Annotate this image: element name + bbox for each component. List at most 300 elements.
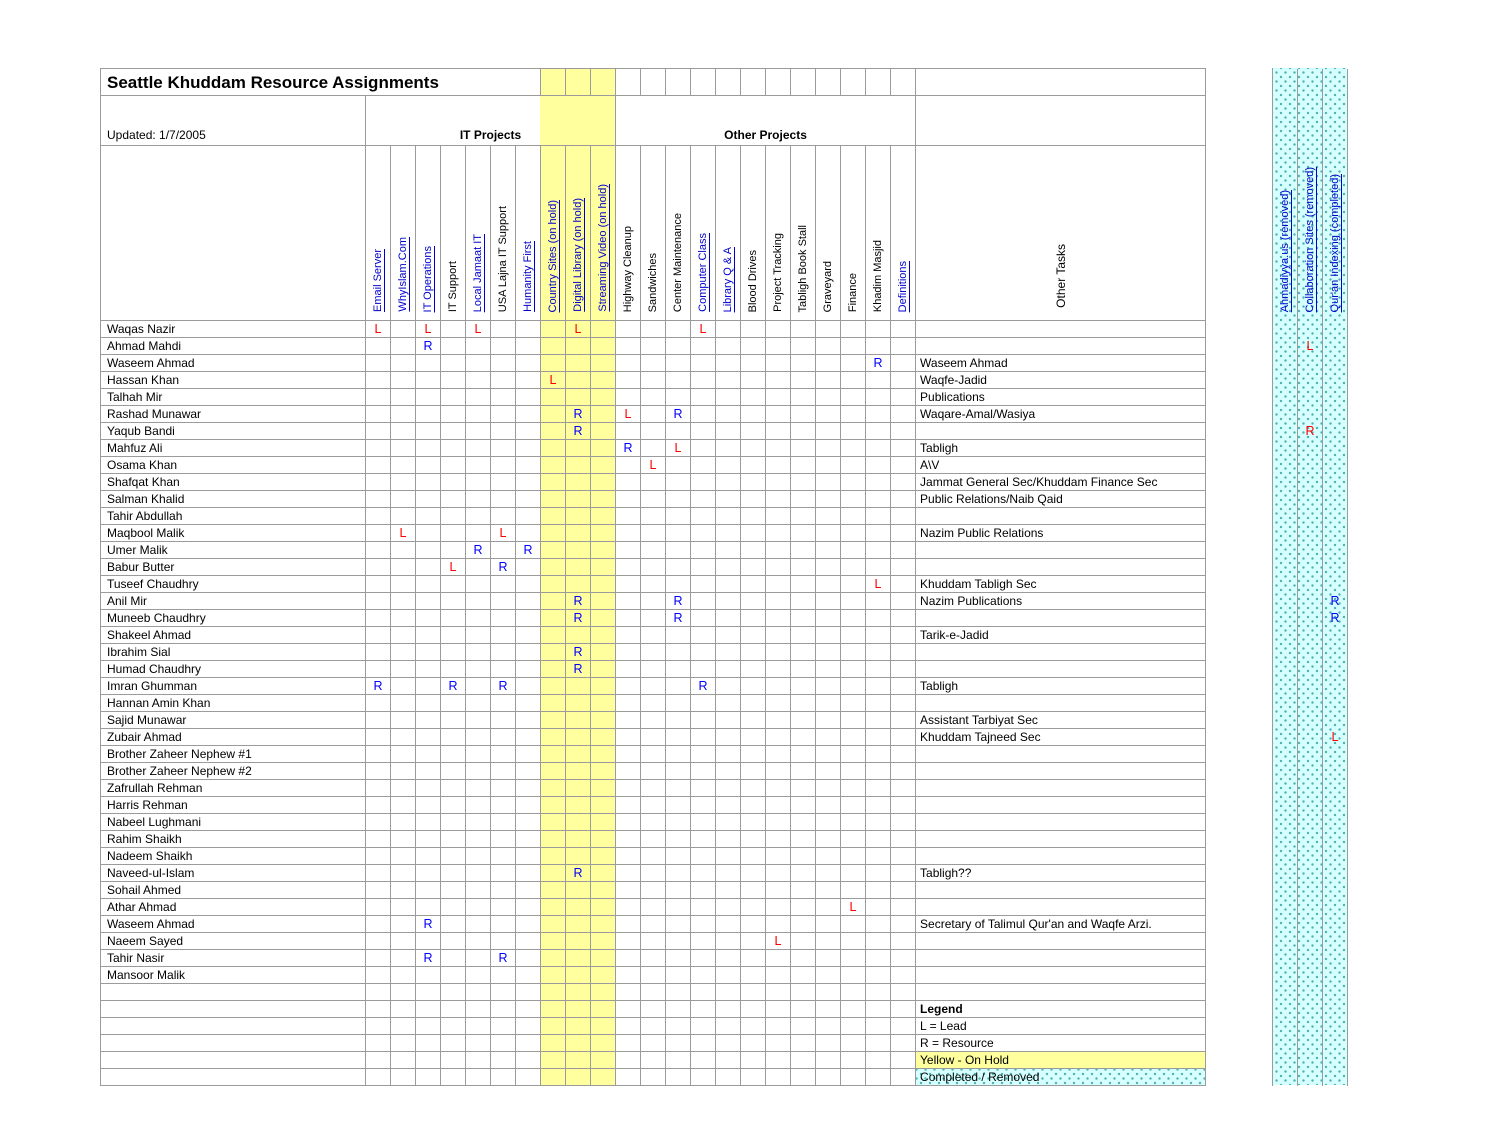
assignment-cell bbox=[366, 338, 391, 355]
assignment-cell bbox=[441, 746, 466, 763]
column-header-digital-library-on-hold[interactable]: Digital Library (on hold) bbox=[572, 198, 585, 312]
assignment-cell bbox=[441, 423, 466, 440]
assignment-cell bbox=[816, 610, 841, 627]
assignment-cell bbox=[516, 508, 541, 525]
assignment-cell bbox=[416, 542, 441, 559]
member-name: Mansoor Malik bbox=[101, 967, 366, 984]
member-name: Athar Ahmad bbox=[101, 899, 366, 916]
member-row bbox=[101, 389, 1348, 406]
assignment-cell bbox=[416, 814, 441, 831]
assignment-cell bbox=[591, 882, 616, 899]
gap-cell bbox=[1206, 746, 1273, 763]
empty-cell bbox=[866, 1052, 891, 1069]
empty-cell bbox=[366, 1001, 391, 1018]
assignment-mark-resource: R bbox=[423, 916, 433, 931]
assignment-cell bbox=[441, 678, 466, 695]
column-header-it-operations[interactable]: IT Operations bbox=[422, 245, 434, 312]
assignment-cell bbox=[891, 389, 916, 406]
assignment-cell bbox=[441, 338, 466, 355]
assignment-cell bbox=[741, 661, 766, 678]
assignment-cell bbox=[491, 576, 516, 593]
assignment-cell bbox=[841, 355, 866, 372]
other-task: A\V bbox=[916, 457, 1206, 474]
assignment-cell bbox=[766, 882, 791, 899]
assignment-cell bbox=[791, 712, 816, 729]
assignment-mark-resource: R bbox=[873, 355, 883, 370]
assignment-cell bbox=[466, 389, 491, 406]
assignment-cell bbox=[791, 933, 816, 950]
column-header-email-server[interactable]: Email Server bbox=[372, 249, 384, 312]
removed-column-cell bbox=[1323, 712, 1348, 729]
assignment-cell bbox=[391, 729, 416, 746]
assignment-cell bbox=[841, 491, 866, 508]
assignment-cell bbox=[441, 848, 466, 865]
assignment-cell bbox=[391, 746, 416, 763]
assignment-mark-resource: R bbox=[673, 406, 683, 421]
empty-cell bbox=[841, 1001, 866, 1018]
assignment-cell bbox=[766, 933, 791, 950]
assignment-cell bbox=[791, 644, 816, 661]
assignment-cell bbox=[466, 933, 491, 950]
assignment-cell bbox=[516, 525, 541, 542]
assignment-cell bbox=[416, 729, 441, 746]
assignment-cell bbox=[566, 542, 591, 559]
assignment-cell bbox=[666, 644, 691, 661]
header-cell bbox=[441, 146, 466, 321]
removed-column-cell bbox=[1273, 440, 1298, 457]
assignment-cell bbox=[466, 457, 491, 474]
removed-column-cell bbox=[1298, 797, 1323, 814]
assignment-cell bbox=[841, 916, 866, 933]
assignment-cell bbox=[441, 491, 466, 508]
column-header-library-q-a[interactable]: Library Q & A bbox=[722, 246, 735, 312]
assignment-cell bbox=[716, 491, 741, 508]
assignment-cell bbox=[716, 797, 741, 814]
empty-cell bbox=[891, 1052, 916, 1069]
assignment-cell bbox=[866, 746, 891, 763]
assignment-cell bbox=[891, 440, 916, 457]
gap-cell bbox=[1206, 321, 1273, 338]
empty-cell bbox=[741, 1052, 766, 1069]
assignment-cell bbox=[441, 525, 466, 542]
assignment-cell bbox=[866, 406, 891, 423]
assignment-cell bbox=[366, 797, 391, 814]
assignment-cell bbox=[616, 746, 641, 763]
assignment-cell bbox=[616, 508, 641, 525]
assignment-cell bbox=[591, 933, 616, 950]
column-header-collaboration-sites-removed[interactable]: Collaboration Sites (removed) bbox=[1304, 166, 1317, 313]
assignment-cell bbox=[516, 542, 541, 559]
gap-cell bbox=[1206, 848, 1273, 865]
assignment-cell bbox=[541, 831, 566, 848]
removed-column-cell bbox=[1298, 1018, 1323, 1035]
assignment-cell bbox=[716, 848, 741, 865]
assignment-cell bbox=[566, 746, 591, 763]
column-header-ahmadiyya-us-removed[interactable]: Ahmadiyya.us (removed) bbox=[1279, 190, 1292, 313]
removed-column-cell bbox=[1273, 1035, 1298, 1052]
empty-cell bbox=[891, 984, 916, 1001]
assignment-cell bbox=[866, 559, 891, 576]
empty-cell bbox=[891, 1018, 916, 1035]
assignment-cell bbox=[516, 338, 541, 355]
assignment-cell bbox=[616, 712, 641, 729]
member-name: Brother Zaheer Nephew #1 bbox=[101, 746, 366, 763]
gap-cell bbox=[1206, 69, 1273, 96]
removed-column-cell bbox=[1298, 1052, 1323, 1069]
empty-cell bbox=[516, 1052, 541, 1069]
gap-cell bbox=[1206, 440, 1273, 457]
empty-cell bbox=[791, 984, 816, 1001]
member-row bbox=[101, 746, 1348, 763]
assignment-cell bbox=[516, 559, 541, 576]
member-name: Anil Mir bbox=[101, 593, 366, 610]
assignment-cell bbox=[466, 542, 491, 559]
assignment-cell bbox=[441, 916, 466, 933]
other-task bbox=[916, 814, 1206, 831]
assignment-cell bbox=[616, 848, 641, 865]
assignment-cell bbox=[741, 848, 766, 865]
column-header-whyislam-com[interactable]: WhyIslam.Com bbox=[397, 237, 409, 312]
gap-cell bbox=[1206, 899, 1273, 916]
assignment-cell bbox=[891, 899, 916, 916]
empty-cell bbox=[866, 1018, 891, 1035]
removed-column-cell bbox=[1323, 525, 1348, 542]
removed-column-cell bbox=[1298, 1001, 1323, 1018]
empty-cell bbox=[591, 1052, 616, 1069]
assignment-cell bbox=[416, 338, 441, 355]
assignment-cell bbox=[891, 661, 916, 678]
empty-cell bbox=[591, 1018, 616, 1035]
gap-cell bbox=[1206, 457, 1273, 474]
assignment-cell bbox=[741, 559, 766, 576]
empty-cell bbox=[516, 1069, 541, 1086]
assignment-cell bbox=[816, 865, 841, 882]
assignment-cell bbox=[741, 321, 766, 338]
assignment-cell bbox=[616, 695, 641, 712]
assignment-cell bbox=[891, 848, 916, 865]
column-header-usa-lajna-it-support: USA Lajna IT Support bbox=[497, 205, 509, 312]
name-column-header bbox=[101, 146, 366, 321]
assignment-cell bbox=[641, 372, 666, 389]
assignment-cell bbox=[816, 321, 841, 338]
assignment-cell bbox=[416, 695, 441, 712]
assignment-cell bbox=[441, 661, 466, 678]
removed-column-cell bbox=[1298, 559, 1323, 576]
assignment-cell bbox=[891, 746, 916, 763]
assignment-cell bbox=[641, 321, 666, 338]
assignment-cell bbox=[741, 508, 766, 525]
assignment-cell bbox=[466, 695, 491, 712]
assignment-cell bbox=[741, 712, 766, 729]
assignment-cell bbox=[466, 474, 491, 491]
removed-column-cell bbox=[1323, 338, 1348, 355]
assignment-cell bbox=[766, 950, 791, 967]
assignment-cell bbox=[541, 712, 566, 729]
assignment-cell bbox=[691, 338, 716, 355]
assignment-cell bbox=[716, 950, 741, 967]
assignment-cell bbox=[516, 712, 541, 729]
empty-cell bbox=[791, 1018, 816, 1035]
assignment-cell bbox=[591, 508, 616, 525]
assignment-cell bbox=[491, 814, 516, 831]
assignment-cell bbox=[366, 406, 391, 423]
other-task bbox=[916, 797, 1206, 814]
empty-cell bbox=[566, 1052, 591, 1069]
assignment-cell bbox=[816, 848, 841, 865]
removed-column-cell bbox=[1298, 355, 1323, 372]
assignment-cell bbox=[491, 831, 516, 848]
assignment-cell bbox=[366, 848, 391, 865]
removed-column-cell bbox=[1273, 389, 1298, 406]
assignment-cell bbox=[566, 967, 591, 984]
empty-cell bbox=[766, 1035, 791, 1052]
assignment-mark-resource: R bbox=[623, 440, 633, 455]
assignment-cell bbox=[416, 831, 441, 848]
header-cell bbox=[591, 146, 616, 321]
assignment-cell bbox=[541, 423, 566, 440]
assignment-cell bbox=[641, 457, 666, 474]
member-name: Maqbool Malik bbox=[101, 525, 366, 542]
empty-cell bbox=[666, 69, 691, 96]
removed-column-cell bbox=[1323, 1035, 1348, 1052]
assignment-cell bbox=[866, 355, 891, 372]
column-header-streaming-video-on-hold[interactable]: Streaming Video (on hold) bbox=[597, 184, 610, 312]
assignment-cell bbox=[891, 865, 916, 882]
assignment-cell bbox=[616, 610, 641, 627]
assignment-cell bbox=[416, 559, 441, 576]
assignment-cell bbox=[691, 372, 716, 389]
assignment-cell bbox=[891, 950, 916, 967]
assignment-cell bbox=[866, 899, 891, 916]
assignment-cell bbox=[691, 797, 716, 814]
empty-cell bbox=[541, 1035, 566, 1052]
assignment-mark-lead: L bbox=[874, 576, 882, 591]
empty-cell bbox=[591, 1069, 616, 1086]
column-header-humanity-first[interactable]: Humanity First bbox=[522, 241, 535, 312]
assignment-cell bbox=[716, 610, 741, 627]
assignment-cell bbox=[766, 627, 791, 644]
assignment-cell bbox=[416, 406, 441, 423]
assignment-cell bbox=[691, 525, 716, 542]
assignment-mark-resource: R bbox=[373, 678, 383, 693]
assignment-cell bbox=[366, 593, 391, 610]
assignment-cell bbox=[691, 729, 716, 746]
assignment-cell bbox=[366, 763, 391, 780]
assignment-cell bbox=[466, 491, 491, 508]
assignment-cell bbox=[666, 440, 691, 457]
member-row bbox=[101, 848, 1348, 865]
removed-column-cell bbox=[1273, 559, 1298, 576]
assignment-cell bbox=[616, 729, 641, 746]
member-row bbox=[101, 406, 1348, 423]
assignment-cell bbox=[516, 967, 541, 984]
assignment-cell bbox=[666, 525, 691, 542]
assignment-cell bbox=[766, 831, 791, 848]
assignment-cell bbox=[666, 848, 691, 865]
assignment-cell bbox=[466, 831, 491, 848]
gap-cell bbox=[1206, 644, 1273, 661]
assignment-cell bbox=[866, 508, 891, 525]
member-name: Rahim Shaikh bbox=[101, 831, 366, 848]
assignment-cell bbox=[716, 627, 741, 644]
assignment-cell bbox=[366, 695, 391, 712]
empty-cell bbox=[441, 984, 466, 1001]
assignment-cell bbox=[616, 780, 641, 797]
other-task: Tabligh bbox=[916, 678, 1206, 695]
removed-column-cell bbox=[1298, 627, 1323, 644]
assignment-cell bbox=[766, 899, 791, 916]
empty-cell bbox=[741, 69, 766, 96]
member-row bbox=[101, 338, 1348, 355]
assignment-cell bbox=[716, 525, 741, 542]
assignment-cell bbox=[416, 627, 441, 644]
removed-column-cell bbox=[1273, 96, 1298, 146]
assignment-cell bbox=[591, 406, 616, 423]
assignment-cell bbox=[416, 797, 441, 814]
assignment-cell bbox=[691, 627, 716, 644]
assignment-cell bbox=[716, 338, 741, 355]
assignment-cell bbox=[416, 712, 441, 729]
assignment-cell bbox=[491, 355, 516, 372]
assignment-cell bbox=[566, 916, 591, 933]
assignment-cell bbox=[566, 814, 591, 831]
assignment-cell bbox=[366, 525, 391, 542]
assignment-cell bbox=[616, 916, 641, 933]
removed-column-cell bbox=[1323, 491, 1348, 508]
assignment-cell bbox=[366, 610, 391, 627]
empty-cell bbox=[841, 1052, 866, 1069]
assignment-cell bbox=[616, 678, 641, 695]
empty-cell bbox=[666, 984, 691, 1001]
assignment-cell bbox=[716, 831, 741, 848]
member-row bbox=[101, 712, 1348, 729]
assignment-cell bbox=[391, 610, 416, 627]
assignment-cell bbox=[691, 916, 716, 933]
assignment-cell bbox=[666, 406, 691, 423]
removed-column-cell bbox=[1298, 746, 1323, 763]
assignment-cell bbox=[891, 610, 916, 627]
assignment-cell bbox=[516, 848, 541, 865]
assignment-cell bbox=[416, 423, 441, 440]
removed-column-cell bbox=[1323, 627, 1348, 644]
assignment-cell bbox=[616, 865, 641, 882]
assignment-cell bbox=[541, 916, 566, 933]
column-header-local-jamaat-it[interactable]: Local Jamaat IT bbox=[472, 233, 484, 312]
removed-column-cell bbox=[1298, 440, 1323, 457]
assignment-cell bbox=[366, 644, 391, 661]
removed-column-cell bbox=[1273, 695, 1298, 712]
gap-cell bbox=[1206, 763, 1273, 780]
assignment-cell bbox=[466, 678, 491, 695]
assignment-cell bbox=[516, 746, 541, 763]
assignment-cell bbox=[641, 644, 666, 661]
gap-cell bbox=[1206, 950, 1273, 967]
member-row bbox=[101, 525, 1348, 542]
assignment-cell bbox=[366, 355, 391, 372]
member-row bbox=[101, 321, 1348, 338]
assignment-cell bbox=[691, 406, 716, 423]
assignment-cell bbox=[866, 542, 891, 559]
member-name: Harris Rehman bbox=[101, 797, 366, 814]
assignment-cell bbox=[866, 661, 891, 678]
column-header-definitions[interactable]: Definitions bbox=[897, 260, 910, 312]
column-header-computer-class[interactable]: Computer Class bbox=[697, 233, 710, 312]
assignment-cell bbox=[766, 865, 791, 882]
assignment-cell bbox=[491, 338, 516, 355]
column-header-row bbox=[101, 146, 1348, 321]
assignment-cell bbox=[541, 491, 566, 508]
member-row bbox=[101, 474, 1348, 491]
assignment-cell bbox=[816, 882, 841, 899]
assignment-cell bbox=[791, 355, 816, 372]
removed-column-cell bbox=[1273, 882, 1298, 899]
assignment-mark-resource: R bbox=[1330, 610, 1340, 625]
empty-cell bbox=[416, 1052, 441, 1069]
assignment-cell bbox=[466, 406, 491, 423]
assignment-cell bbox=[641, 967, 666, 984]
assignment-cell bbox=[741, 372, 766, 389]
assignment-cell bbox=[841, 848, 866, 865]
other-task: Waqare-Amal/Wasiya bbox=[916, 406, 1206, 423]
assignment-cell bbox=[616, 933, 641, 950]
removed-column-cell bbox=[1273, 950, 1298, 967]
assignment-cell bbox=[716, 746, 741, 763]
empty-cell bbox=[841, 1018, 866, 1035]
assignment-cell bbox=[566, 780, 591, 797]
assignment-cell bbox=[616, 491, 641, 508]
assignment-cell bbox=[491, 610, 516, 627]
empty-cell bbox=[866, 1069, 891, 1086]
assignment-cell bbox=[641, 508, 666, 525]
assignment-cell bbox=[516, 321, 541, 338]
legend-row bbox=[101, 1001, 1348, 1018]
assignment-cell bbox=[641, 440, 666, 457]
member-name: Yaqub Bandi bbox=[101, 423, 366, 440]
gap-cell bbox=[1206, 1018, 1273, 1035]
assignment-cell bbox=[516, 576, 541, 593]
empty-cell bbox=[866, 1035, 891, 1052]
column-header-country-sites-on-hold[interactable]: Country Sites (on hold) bbox=[547, 199, 560, 312]
header-cell bbox=[741, 146, 766, 321]
assignment-cell bbox=[791, 797, 816, 814]
assignment-cell bbox=[566, 593, 591, 610]
member-name: Tahir Abdullah bbox=[101, 508, 366, 525]
assignment-cell bbox=[866, 440, 891, 457]
assignment-cell bbox=[491, 797, 516, 814]
assignment-cell bbox=[841, 831, 866, 848]
removed-column-cell bbox=[1323, 678, 1348, 695]
empty-cell bbox=[466, 1018, 491, 1035]
assignment-cell bbox=[441, 559, 466, 576]
assignment-cell bbox=[516, 678, 541, 695]
gap-cell bbox=[1206, 610, 1273, 627]
assignment-cell bbox=[466, 355, 491, 372]
empty-cell bbox=[466, 984, 491, 1001]
removed-column-cell bbox=[1298, 69, 1323, 96]
removed-column-cell bbox=[1323, 69, 1348, 96]
assignment-cell bbox=[791, 865, 816, 882]
header-cell bbox=[666, 146, 691, 321]
assignment-cell bbox=[366, 542, 391, 559]
column-header-qur-an-indexing-completed[interactable]: Qur'an Indexing (completed) bbox=[1329, 174, 1342, 313]
assignment-cell bbox=[641, 831, 666, 848]
assignment-cell bbox=[841, 576, 866, 593]
assignment-cell bbox=[516, 627, 541, 644]
member-name: Naeem Sayed bbox=[101, 933, 366, 950]
gap-cell bbox=[1206, 678, 1273, 695]
assignment-cell bbox=[566, 406, 591, 423]
assignment-cell bbox=[666, 610, 691, 627]
